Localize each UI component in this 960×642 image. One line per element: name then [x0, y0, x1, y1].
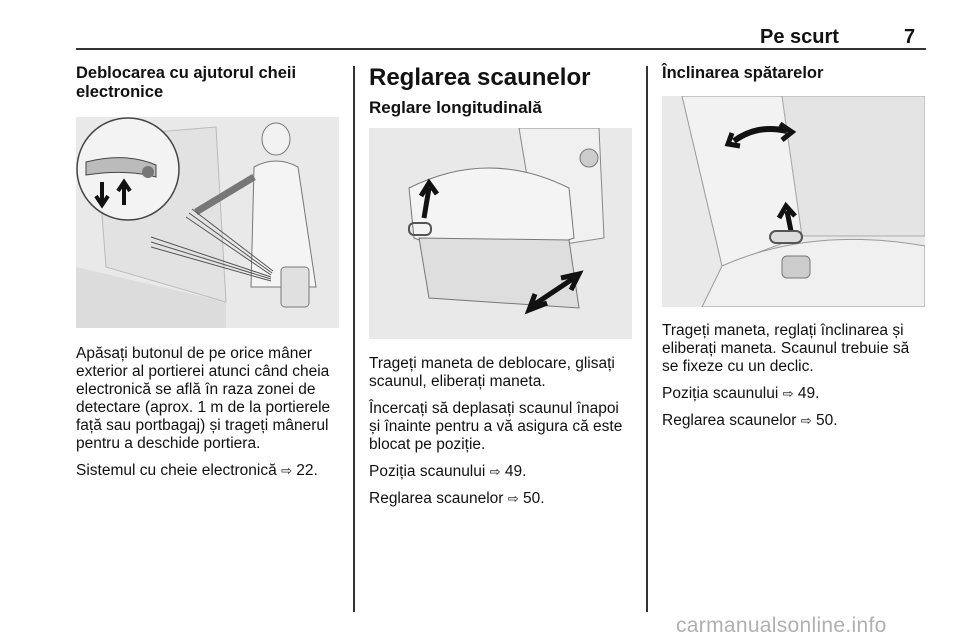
page-reference-arrow-icon: ⇨ [281, 463, 292, 478]
column-divider [353, 66, 355, 612]
reference-page: 49. [504, 463, 527, 480]
section-name: Pe scurt [760, 26, 839, 48]
page-reference-arrow-icon: ⇨ [507, 491, 519, 506]
section-subheading: Reglare longitudinală [369, 98, 542, 117]
page-number: 7 [904, 26, 916, 48]
column-backrest-recline [662, 64, 927, 439]
reference-text: Poziția scaunului [662, 385, 779, 402]
header-rule [76, 48, 926, 50]
reference-page: 50. [522, 490, 545, 507]
longitudinal-adjustment-illustration [369, 128, 632, 339]
cross-reference [662, 385, 927, 403]
reference-page: 50. [815, 412, 838, 429]
cross-reference [369, 463, 634, 481]
cross-reference [76, 462, 341, 480]
paragraph: Apăsați butonul de pe orice mâner exterior al portierei atunci când cheia electronică se află în raza zonei de detectare (aprox. 1 m de la portierele față sau portbagaj) și trageți mânerul pentru a deschide portiera. [76, 345, 331, 452]
paragraph: Trageți maneta de deblocare, glisați scaunul, eliberați maneta. [369, 355, 615, 390]
paragraph: Trageți maneta, reglați înclinarea și eliberați maneta. Scaunul trebuie să se fixeze cu un declic. [662, 322, 910, 375]
cross-reference [369, 490, 634, 508]
reference-page: 49. [797, 385, 820, 402]
section-title: Reglarea scaunelor [369, 64, 591, 91]
paragraph: Încercați să deplasați scaunul înapoi și înainte pentru a vă asigura că este blocat pe poziție. [369, 400, 623, 453]
page-reference-arrow-icon: ⇨ [800, 413, 812, 428]
reference-page: 22. [296, 462, 318, 479]
watermark: carmanualsonline.info [676, 614, 887, 637]
reference-text: Reglarea scaunelor [662, 412, 797, 429]
backrest-recline-illustration [662, 96, 925, 307]
column-seat-adjustment [369, 64, 634, 517]
keyless-entry-illustration [76, 117, 339, 328]
column-divider [646, 66, 648, 612]
reference-text: Sistemul cu cheie electronică [76, 462, 277, 479]
reference-text: Poziția scaunului [369, 463, 486, 480]
section-heading: Deblocarea cu ajutorul cheii electronice [76, 64, 297, 101]
reference-text: Reglarea scaunelor [369, 490, 504, 507]
cross-reference [662, 412, 927, 430]
page-reference-arrow-icon: ⇨ [782, 386, 794, 401]
section-heading: Înclinarea spătarelor [662, 64, 824, 82]
page-reference-arrow-icon: ⇨ [489, 464, 501, 479]
column-keyless-unlock [76, 64, 341, 489]
